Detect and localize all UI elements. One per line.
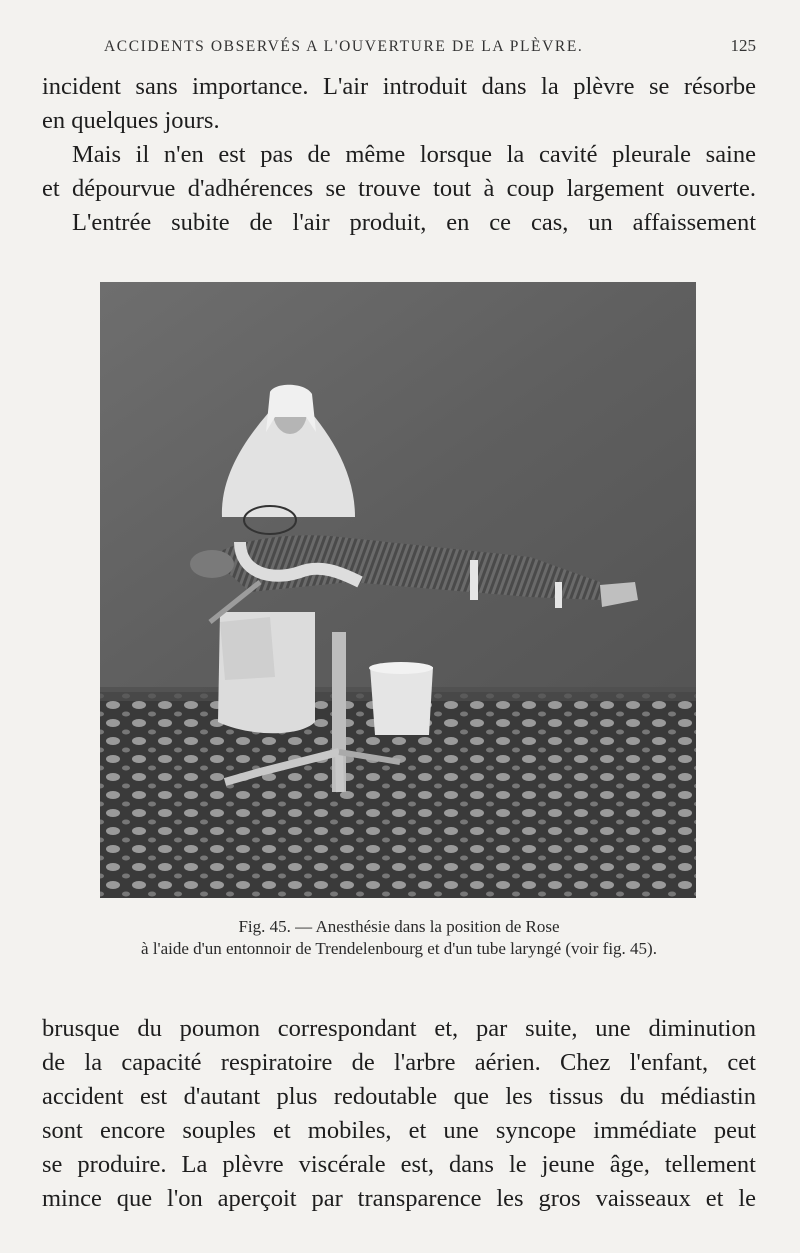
caption-line: Fig. 45. — Anesthésie dans la position de Rose (238, 917, 560, 936)
text-line: L'entrée subite de l'air produit, en ce cas, un affaissement (72, 209, 756, 236)
backdrop-wall (100, 282, 696, 712)
patient-head (190, 550, 234, 578)
text-line: sont encore souples et mobiles, et une syncope immédiate peut (42, 1117, 756, 1144)
text-line: se produire. La plèvre viscérale est, dans le jeune âge, tellement (42, 1151, 756, 1178)
top-paragraphs (42, 70, 756, 240)
text-line: incident sans importance. L'air introduit dans la plèvre se résorbe (42, 73, 756, 100)
text-line: accident est d'autant plus redoutable que les tissus du médiastin (42, 1083, 756, 1110)
bucket-right (370, 667, 433, 735)
bucket-left (220, 617, 275, 680)
caption-line: à l'aide d'un entonnoir de Trendelenbourg et d'un tube laryngé (voir fig. 45). (141, 939, 657, 958)
running-title: ACCIDENTS OBSERVÉS A L'OUVERTURE DE LA PLÈVRE. (104, 38, 584, 55)
page-number: 125 (730, 36, 756, 55)
figure-photograph (100, 282, 696, 898)
text-line: de la capacité respiratoire de l'arbre aérien. Chez l'enfant, cet (42, 1049, 756, 1076)
running-head (40, 36, 756, 56)
text-line: et dépourvue d'adhérences se trouve tout à coup largement ouverte. (42, 175, 756, 202)
figure-caption (42, 916, 756, 960)
bottom-paragraph (42, 1012, 756, 1216)
text-line: Mais il n'en est pas de même lorsque la cavité pleurale saine (72, 141, 756, 168)
text-line: brusque du poumon correspondant et, par suite, une diminution (42, 1015, 756, 1042)
text-line: mince que l'on aperçoit par transparence les gros vaisseaux et le (42, 1185, 756, 1212)
text-line: en quelques jours. (42, 107, 220, 134)
photograph-illustration (100, 282, 696, 898)
